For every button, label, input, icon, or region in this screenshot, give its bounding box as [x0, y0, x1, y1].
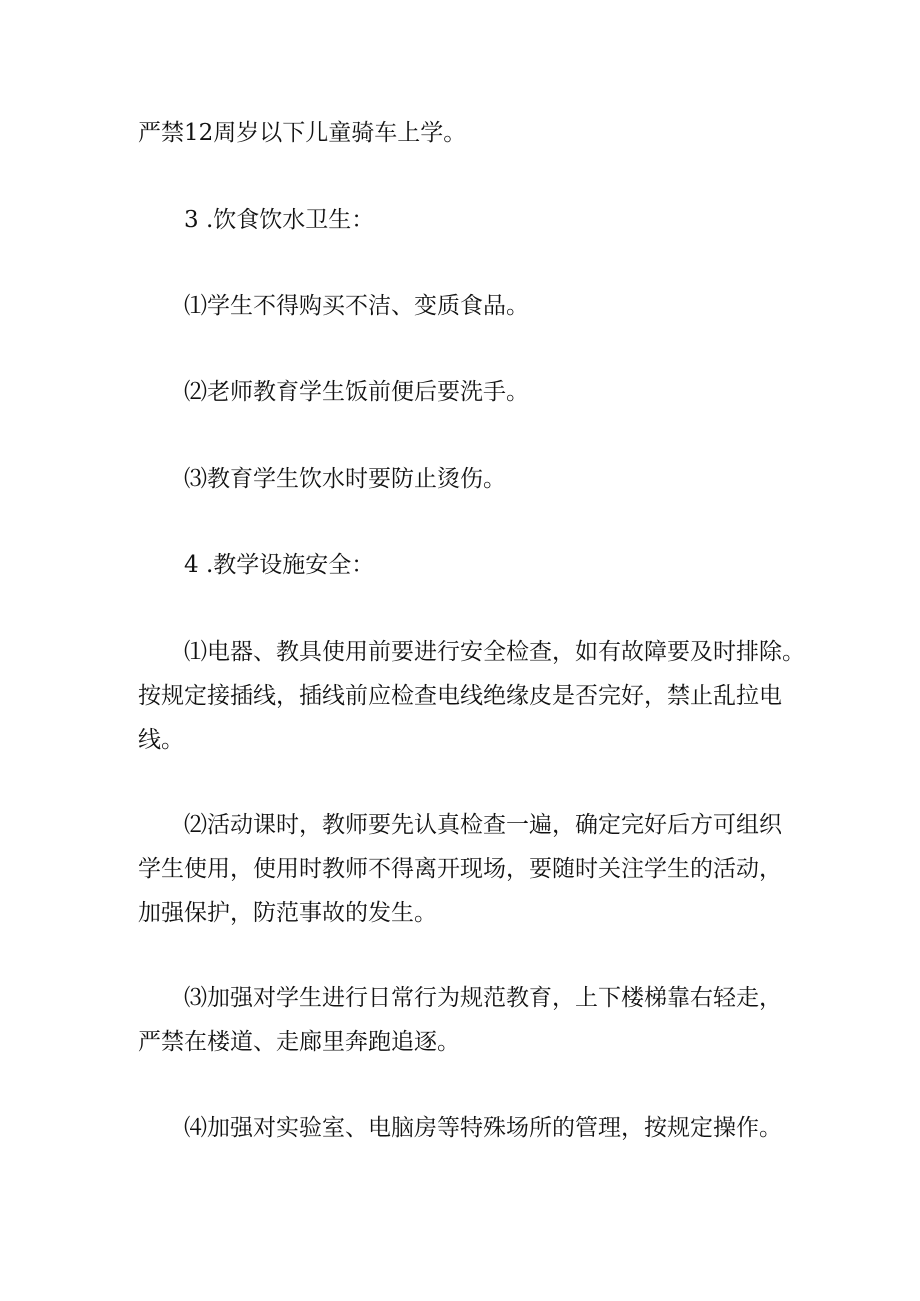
paragraph-facility-item-1	[138, 630, 805, 762]
text-line: ⑷加强对实验室、电脑房等特殊场所的管理，按规定操作。	[184, 1115, 782, 1141]
text-line: ⑴电器、教具使用前要进行安全检查，如有故障要及时排除。	[184, 639, 805, 665]
paragraph-food-item-3	[184, 457, 506, 501]
text-line: ⑶教育学生饮水时要防止烫伤。	[184, 466, 506, 492]
paragraph-food-item-2	[184, 370, 529, 414]
paragraph-facility-item-3	[138, 976, 782, 1064]
text-line: 4 .教学设施安全：	[184, 552, 375, 578]
text-line: ⑵老师教育学生饭前便后要洗手。	[184, 379, 529, 405]
paragraph-facility-item-4	[138, 1106, 782, 1150]
text-line: 按规定接插线，插线前应检查电线绝缘皮是否完好，禁止乱拉电	[138, 683, 782, 709]
text-line: 加强保护，防范事故的发生。	[138, 900, 437, 926]
text-line: 3 .饮食饮水卫生：	[184, 207, 375, 233]
text-line: 严禁在楼道、走廊里奔跑追逐。	[138, 1029, 460, 1055]
text-line: ⑴学生不得购买不洁、变质食品。	[184, 293, 529, 319]
text-line: 线。	[138, 727, 184, 753]
text-line: 严禁12周岁以下儿童骑车上学。	[138, 120, 467, 146]
heading-food-water-hygiene	[184, 198, 374, 242]
paragraph-facility-item-2	[138, 803, 782, 935]
paragraph-bicycle-rule	[138, 111, 466, 155]
text-line: ⑶加强对学生进行日常行为规范教育，上下楼梯靠右轻走，	[184, 985, 782, 1011]
text-line: ⑵活动课时，教师要先认真检查一遍，确定完好后方可组织	[184, 812, 782, 838]
text-line: 学生使用，使用时教师不得离开现场，要随时关注学生的活动，	[138, 856, 782, 882]
heading-teaching-facility-safety	[184, 543, 374, 587]
paragraph-food-item-1	[184, 284, 529, 328]
